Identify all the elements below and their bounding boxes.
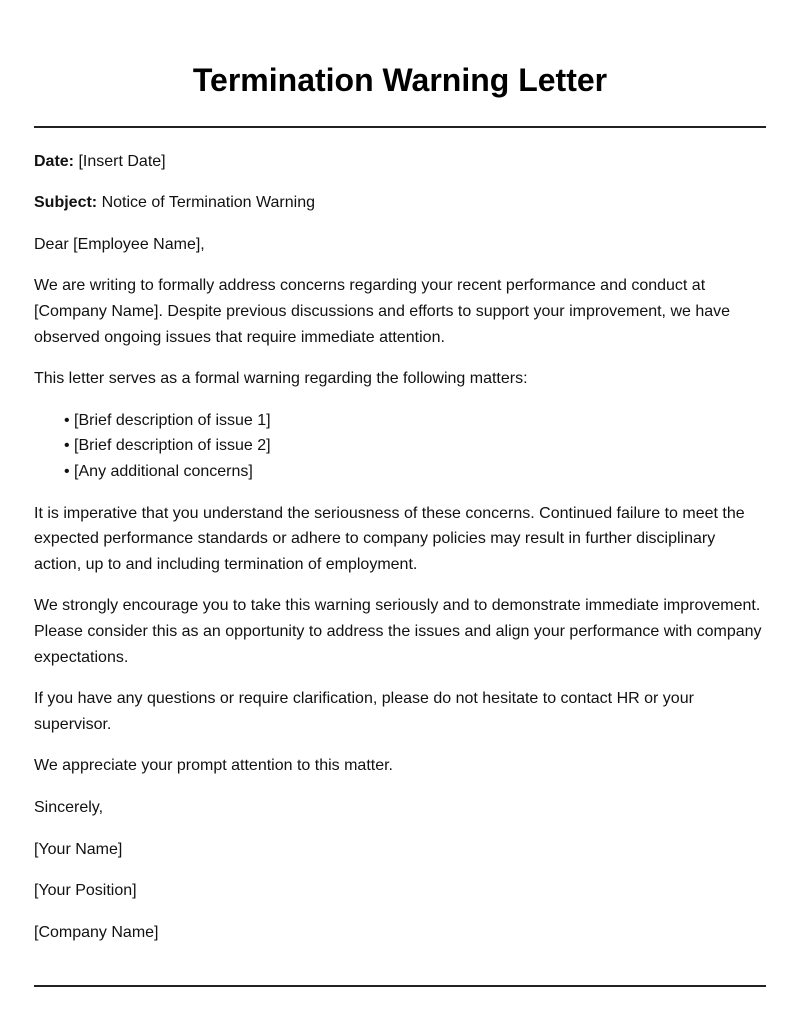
- issue-list-item: • [Any additional concerns]: [64, 463, 253, 480]
- bottom-divider: [34, 985, 766, 987]
- paragraph2: This letter serves as a formal warning regarding the following matters:: [34, 370, 528, 387]
- paragraph4-line1: We strongly encourage you to take this warning seriously and to demonstrate immediate improvement.: [34, 597, 761, 614]
- page-title: Termination Warning Letter: [192, 62, 608, 98]
- paragraph1-line2: [Company Name]. Despite previous discussions and efforts to support your improvement, we have: [34, 303, 731, 320]
- signature-company: [Company Name]: [34, 924, 159, 941]
- date-label: Date:: [34, 153, 75, 170]
- subject-line: [34, 190, 774, 216]
- paragraph5-line1: If you have any questions or require clarification, please do not hesitate to contact HR or your: [34, 690, 694, 707]
- paragraph4-line3: expectations.: [34, 649, 129, 666]
- closing: Sincerely,: [34, 799, 104, 816]
- date-value: [Insert Date]: [78, 153, 166, 170]
- subject-value: Notice of Termination Warning: [101, 194, 316, 211]
- paragraph3-line3: action, up to and including termination of employment.: [34, 556, 418, 573]
- subject-label: Subject:: [34, 194, 98, 211]
- signature-position: [Your Position]: [34, 882, 137, 899]
- paragraph3-line1: It is imperative that you understand the seriousness of these concerns. Continued failure to meet the: [34, 505, 745, 522]
- signature-name: [Your Name]: [34, 841, 123, 858]
- paragraph4-line2: Please consider this as an opportunity to address the issues and align your performance with company: [34, 623, 762, 640]
- paragraph6: We appreciate your prompt attention to this matter.: [34, 757, 393, 774]
- paragraph1-line3: observed ongoing issues that require immediate attention.: [34, 329, 445, 346]
- paragraph5-line2: supervisor.: [34, 716, 112, 733]
- top-divider: [34, 126, 766, 128]
- date-line: [34, 149, 774, 175]
- issue-list-item: • [Brief description of issue 2]: [64, 437, 271, 454]
- paragraph3-line2: expected performance standards or adhere to company policies may result in further disciplinary: [34, 530, 716, 547]
- paragraph1-line1: We are writing to formally address concerns regarding your recent performance and conduct at: [34, 277, 706, 294]
- issue-list-item: • [Brief description of issue 1]: [64, 412, 271, 429]
- greeting: Dear [Employee Name],: [34, 236, 205, 253]
